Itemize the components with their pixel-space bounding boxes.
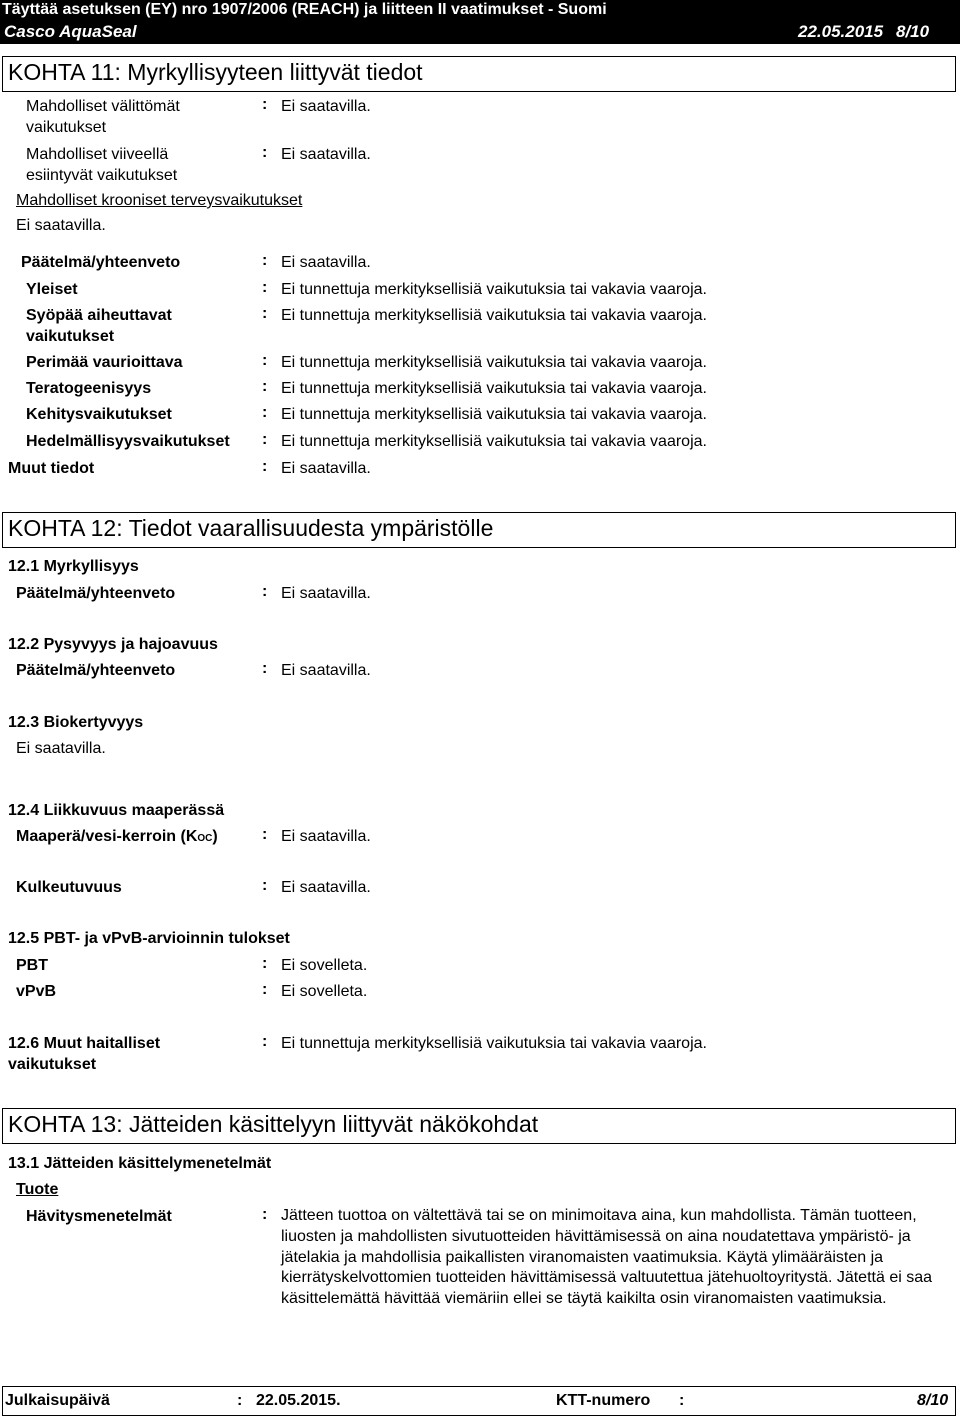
toxicity-conclusion-value: Ei saatavilla.: [281, 585, 371, 602]
colon: :: [262, 1033, 268, 1050]
colon: :: [262, 378, 268, 395]
delayed-effects-value: Ei saatavilla.: [281, 146, 371, 163]
colon: :: [262, 144, 268, 161]
section-12-title: KOHTA 12: Tiedot vaarallisuudesta ympäristölle: [8, 515, 494, 541]
conclusion-label: Päätelmä/yhteenveto: [21, 254, 181, 271]
regulation-text: Täyttää asetuksen (EY) nro 1907/2006 (REACH) ja liitteen II vaatimukset - Suomi: [2, 1, 607, 18]
immediate-effects-value: Ei saatavilla.: [281, 98, 371, 115]
mutagenic-label: Perimää vaurioittava: [26, 354, 183, 371]
colon: :: [237, 1392, 243, 1409]
chronic-effects-heading: Mahdolliset krooniset terveysvaikutukset: [16, 192, 303, 209]
fertility-label: Hedelmällisyysvaikutukset: [26, 433, 230, 450]
colon: :: [262, 981, 268, 998]
other-adverse-effects-value: Ei tunnettuja merkityksellisiä vaikutuksia tai vakavia vaaroja.: [281, 1035, 707, 1052]
general-value: Ei tunnettuja merkityksellisiä vaikutuksia tai vakavia vaaroja.: [281, 281, 707, 298]
colon: :: [262, 826, 268, 843]
colon: :: [262, 583, 268, 600]
chronic-effects-value: Ei saatavilla.: [16, 217, 106, 234]
teratogenic-value: Ei tunnettuja merkityksellisiä vaikutuksia tai vakavia vaaroja.: [281, 380, 707, 397]
pbt-heading: 12.5 PBT- ja vPvB-arvioinnin tulokset: [8, 930, 290, 947]
delayed-effects-label: Mahdolliset viiveellä esiintyvät vaikutukset: [26, 146, 178, 184]
waste-methods-heading: 13.1 Jätteiden käsittelymenetelmät: [8, 1155, 272, 1172]
colon: :: [262, 252, 268, 269]
mobility-label: Kulkeutuvuus: [16, 879, 122, 896]
toxicity-heading: 12.1 Myrkyllisyys: [8, 558, 139, 575]
fertility-value: Ei tunnettuja merkityksellisiä vaikutuksia tai vakavia vaaroja.: [281, 433, 707, 450]
header-date: 22.05.2015: [798, 22, 884, 41]
regulation-banner: [0, 0, 960, 20]
colon: :: [262, 404, 268, 421]
header-page-number: 8/10: [896, 22, 930, 41]
disposal-methods-value: Jätteen tuottoa on vältettävä tai se on minimoitava aina, kun mahdollista. Tämän tuotteen, liuosten ja mahdollisten sivutuotteiden hävittämisessä on aina noudatettava ympäristö- ja jätelakia ja mahdollisia paikallisten viranomaisten vaatimuksia. Käytä ylimääräisten ja kierrätyskelvottomien tuotteiden hävittämisessä valtuutettua jätehuoltoyritystä. Jätettä ei saa käsittelemättä hävittää viemäriin ellei se täytä kaikilta osin viranomaisten vaatimuksia.: [281, 1207, 933, 1308]
document-header: [0, 20, 960, 44]
colon: :: [262, 660, 268, 677]
mutagenic-value: Ei tunnettuja merkityksellisiä vaikutuksia tai vakavia vaaroja.: [281, 354, 707, 371]
colon: :: [262, 352, 268, 369]
colon: :: [262, 877, 268, 894]
koc-value: Ei saatavilla.: [281, 828, 371, 845]
colon: :: [262, 279, 268, 296]
ktt-number-label: KTT-numero: [556, 1392, 651, 1409]
product-name: Casco AquaSeal: [4, 22, 137, 41]
koc-label: Maaperä/vesi-kerroin (KOC): [16, 828, 218, 845]
persistence-heading: 12.2 Pysyvyys ja hajoavuus: [8, 636, 218, 653]
section-13-title: KOHTA 13: Jätteiden käsittelyyn liittyvät näkökohdat: [8, 1111, 539, 1137]
colon: :: [262, 458, 268, 475]
persistence-conclusion-label: Päätelmä/yhteenveto: [16, 662, 176, 679]
mobility-heading: 12.4 Liikkuvuus maaperässä: [8, 802, 225, 819]
colon: :: [262, 305, 268, 322]
bioaccumulation-heading: 12.3 Biokertyvyys: [8, 714, 144, 731]
general-label: Yleiset: [26, 281, 78, 298]
carcinogenic-label: Syöpää aiheuttavat vaikutukset: [26, 307, 172, 345]
developmental-value: Ei tunnettuja merkityksellisiä vaikutuksia tai vakavia vaaroja.: [281, 406, 707, 423]
colon: :: [679, 1392, 685, 1409]
teratogenic-label: Teratogeenisyys: [26, 380, 152, 397]
persistence-conclusion-value: Ei saatavilla.: [281, 662, 371, 679]
document-footer: [2, 1386, 956, 1416]
product-heading: Tuote: [16, 1181, 59, 1198]
disposal-methods-label: Hävitysmenetelmät: [26, 1208, 172, 1225]
colon: :: [262, 1206, 268, 1223]
footer-page-number: 8/10: [917, 1392, 949, 1409]
pbt-value: Ei sovelleta.: [281, 957, 368, 974]
publication-date-value: 22.05.2015.: [256, 1392, 341, 1409]
toxicity-conclusion-label: Päätelmä/yhteenveto: [16, 585, 176, 602]
mobility-value: Ei saatavilla.: [281, 879, 371, 896]
carcinogenic-value: Ei tunnettuja merkityksellisiä vaikutuksia tai vakavia vaaroja.: [281, 307, 707, 324]
section-11-title: KOHTA 11: Myrkyllisyyteen liittyvät tiedot: [8, 59, 423, 85]
other-info-label: Muut tiedot: [8, 460, 95, 477]
immediate-effects-label: Mahdolliset välittömät vaikutukset: [26, 98, 180, 136]
other-adverse-effects-heading: 12.6 Muut haitalliset vaikutukset: [8, 1035, 161, 1073]
colon: :: [262, 955, 268, 972]
publication-date-label: Julkaisupäivä: [5, 1392, 110, 1409]
conclusion-value: Ei saatavilla.: [281, 254, 371, 271]
developmental-label: Kehitysvaikutukset: [26, 406, 172, 423]
bioaccumulation-value: Ei saatavilla.: [16, 740, 106, 757]
vpvb-value: Ei sovelleta.: [281, 983, 368, 1000]
other-info-value: Ei saatavilla.: [281, 460, 371, 477]
pbt-label: PBT: [16, 957, 48, 974]
vpvb-label: vPvB: [16, 983, 57, 1000]
colon: :: [262, 96, 268, 113]
colon: :: [262, 431, 268, 448]
